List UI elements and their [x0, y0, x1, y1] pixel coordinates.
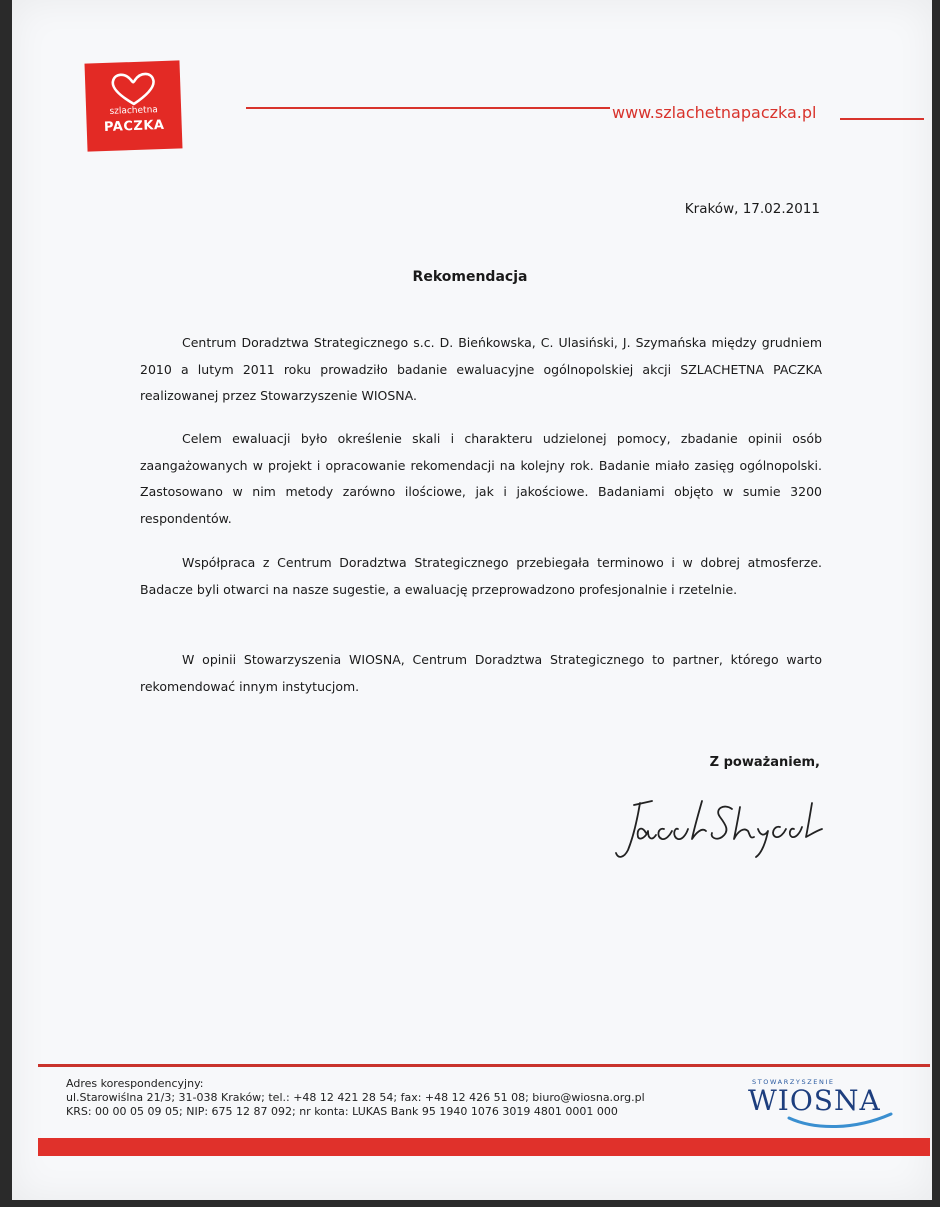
paragraph-4: W opinii Stowarzyszenia WIOSNA, Centrum Doradztwa Strategicznego to partner, którego warto rekomendować innym instytucjom.	[140, 652, 822, 694]
wiosna-logo: WIOSNA	[748, 1084, 881, 1117]
footer-line-2: ul.Starowiślna 21/3; 31-038 Kraków; tel.: +48 12 421 28 54; fax: +48 12 426 51 08; biuro@wiosna.org.pl	[66, 1091, 645, 1104]
wiosna-swoosh-icon	[785, 1110, 895, 1130]
header-divider	[246, 107, 610, 109]
footer-line-1: Adres korespondencyjny:	[66, 1077, 204, 1090]
letter-date: Kraków, 17.02.2011	[684, 201, 820, 217]
paragraph-1: Centrum Doradztwa Strategicznego s.c. D. Bieńkowska, C. Ulasiński, J. Szymańska między grudniem 2010 a lutym 2011 roku prowadziło badanie ewaluacyjne ogólnopolskiej akcji SZLACHETNA PACZKA realizowanej przez Stowarzyszenie WIOSNA.	[140, 335, 822, 403]
wiosna-subtitle: STOWARZYSZENIE	[752, 1078, 835, 1086]
paragraph-3: Współpraca z Centrum Doradztwa Strategicznego przebiegała terminowo i w dobrej atmosferze. Badacze byli otwarci na nasze sugestie, a ewaluację przeprowadzono profesjonalnie i rzetelnie.	[140, 555, 822, 597]
footer-address-block	[66, 1077, 645, 1119]
logo-text-big: PACZKA	[103, 117, 165, 136]
header-divider-right	[840, 118, 924, 120]
letter-title: Rekomendacja	[412, 269, 528, 285]
footer-divider	[38, 1064, 930, 1067]
heart-icon	[107, 69, 160, 109]
paragraph-2: Celem ewaluacji było określenie skali i charakteru udzielonej pomocy, zbadanie opinii osób zaangażowanych w projekt i opracowanie rekomendacji na kolejny rok. Badanie miało zasięg ogólnopolski. Zastosowano w nim metody zarówno ilościowe, jak i jakościowe. Badaniami objęto w sumie 3200 respondentów.	[140, 431, 822, 526]
logo-text-small: szlachetna	[109, 105, 159, 117]
footer-red-bar	[38, 1138, 930, 1156]
handwritten-signature	[612, 795, 827, 865]
szlachetna-paczka-logo	[84, 60, 182, 151]
footer-line-3: KRS: 00 00 05 09 05; NIP: 675 12 87 092; nr konta: LUKAS Bank 95 1940 1076 3019 4801 0001 000	[66, 1105, 618, 1118]
closing-salutation: Z poważaniem,	[709, 755, 820, 770]
website-url[interactable]: www.szlachetnapaczka.pl	[612, 103, 817, 122]
